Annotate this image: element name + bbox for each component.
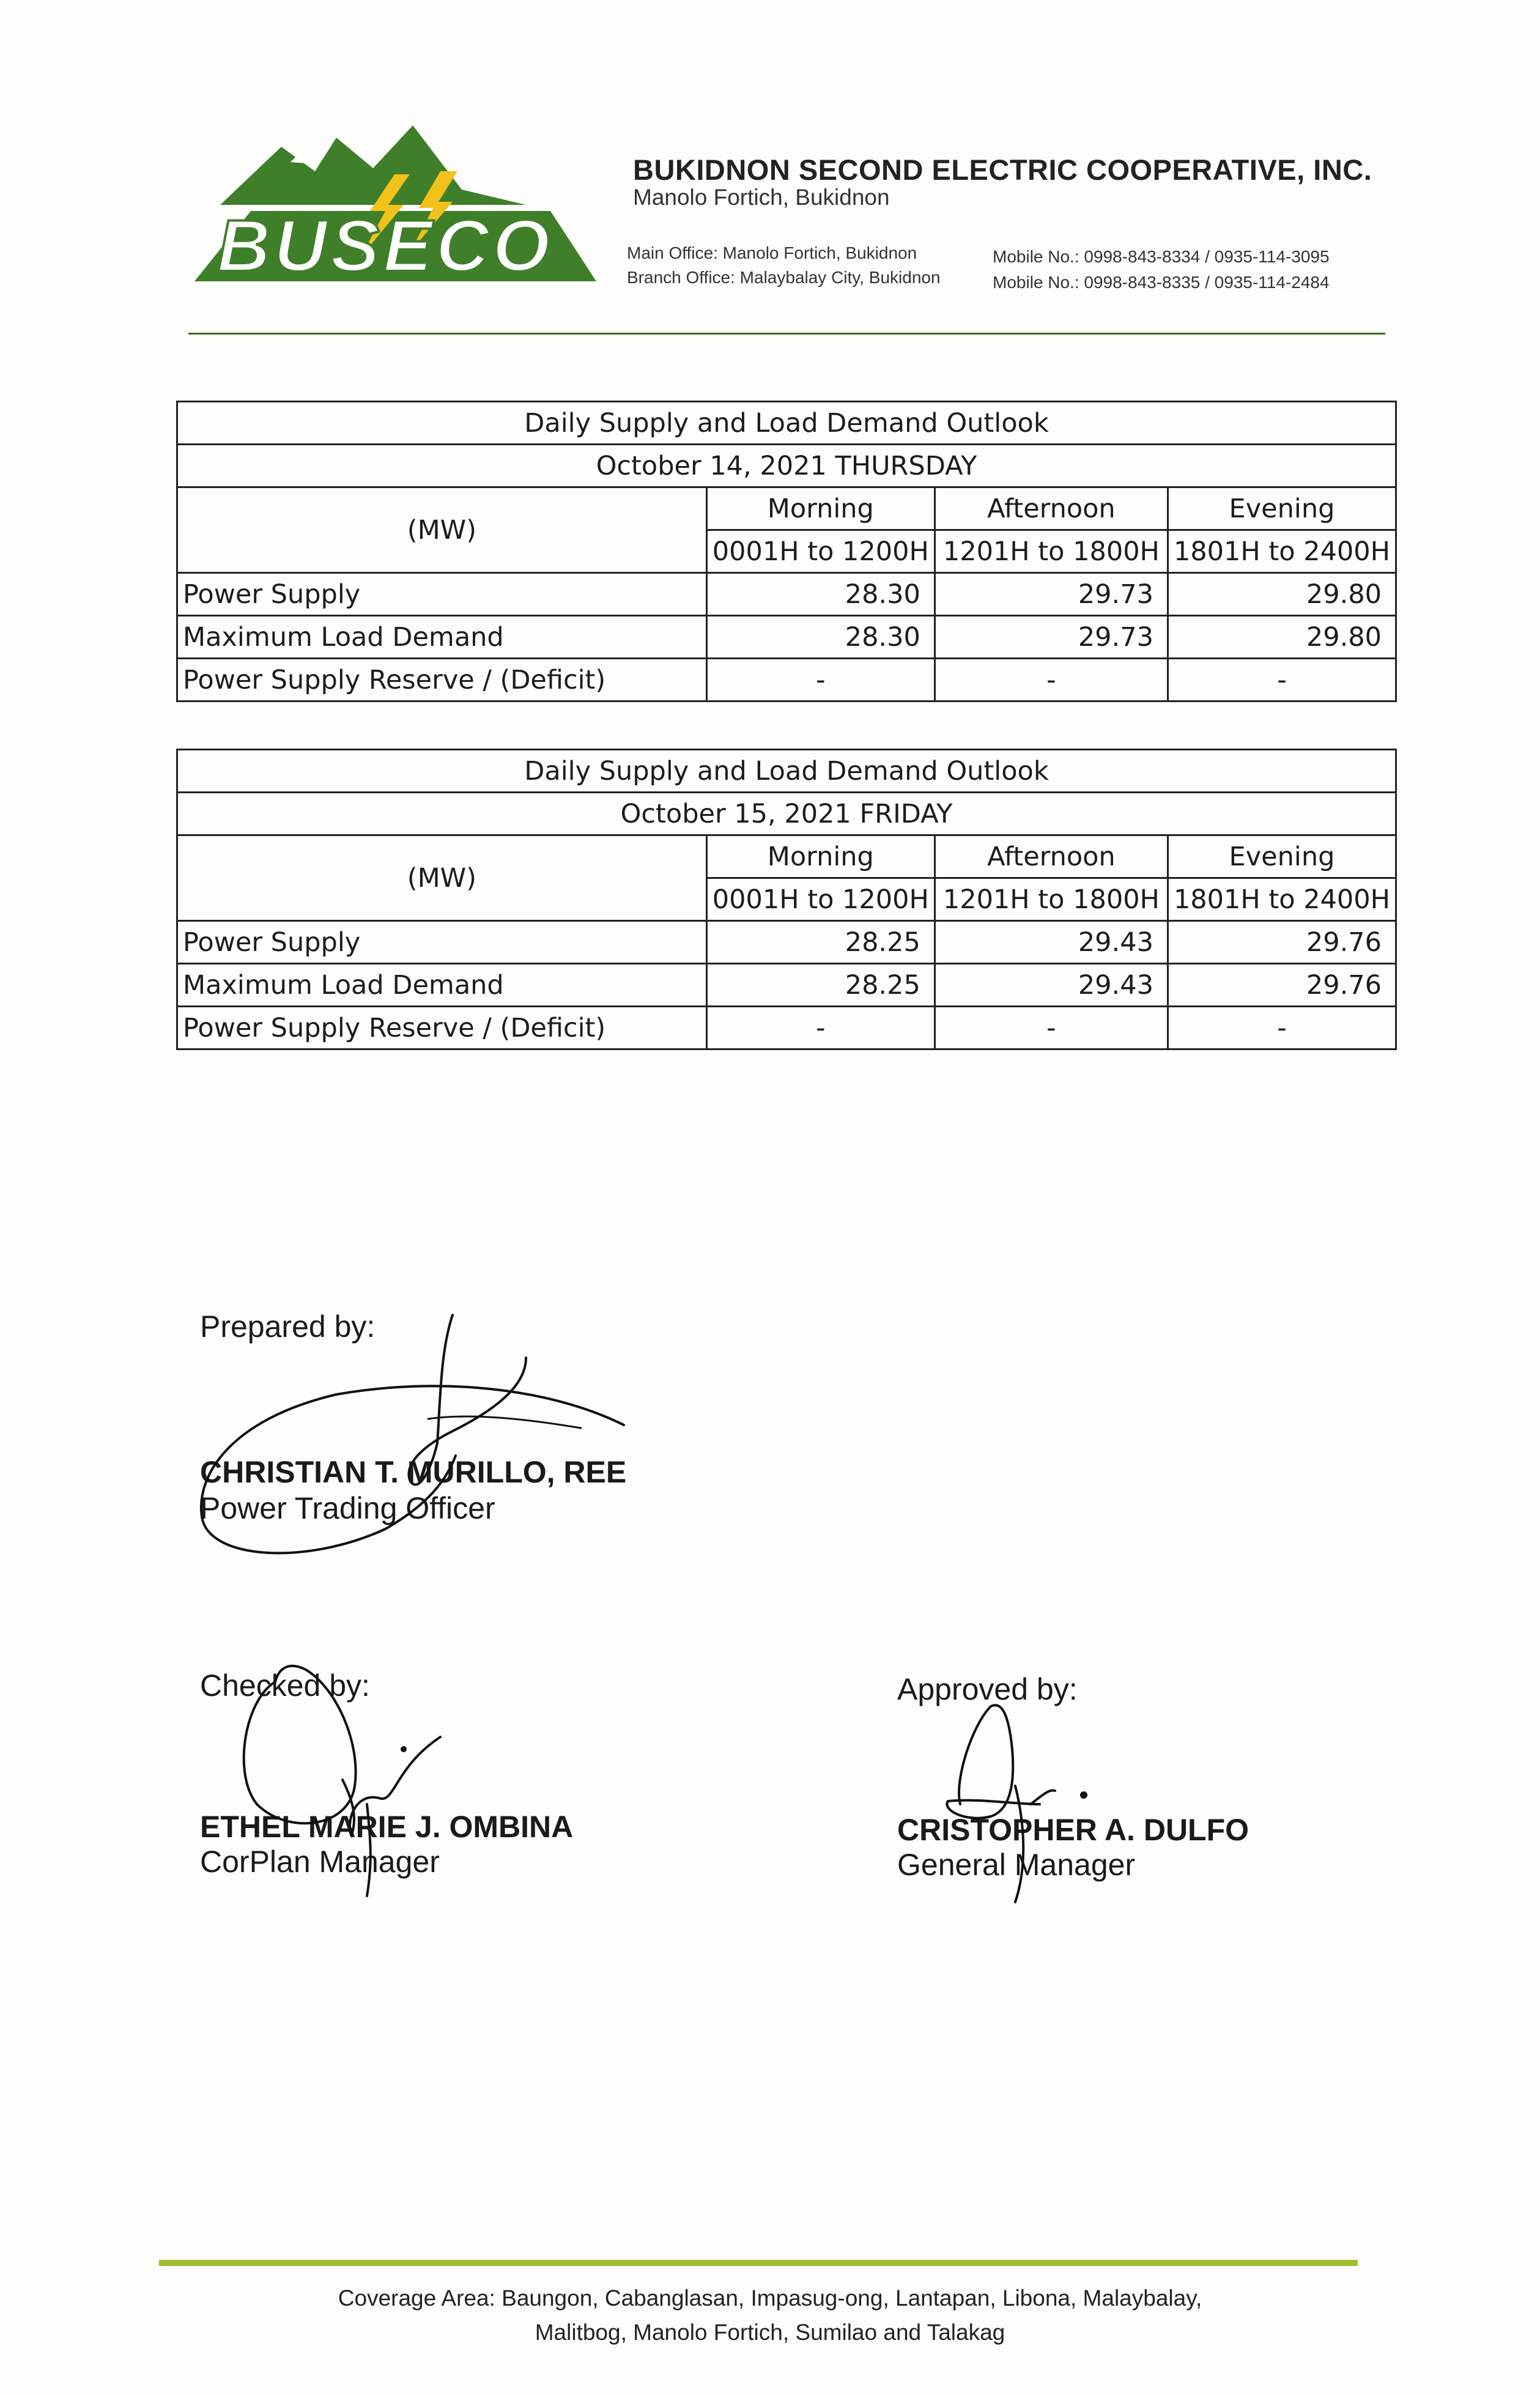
table-date: October 14, 2021 THURSDAY <box>177 445 1396 487</box>
approved-by-name: CRISTOPHER A. DULFO <box>897 1813 1249 1847</box>
approved-by-label: Approved by: <box>897 1672 1078 1706</box>
range-morning: 0001H to 1200H <box>706 530 935 573</box>
cell-value: - <box>1168 659 1396 701</box>
approved-signature <box>917 1664 1138 1920</box>
row-label: Power Supply <box>177 573 707 616</box>
coverage-area-line-2: Malitbog, Manolo Fortich, Sumilao and Talakag <box>535 2320 1005 2345</box>
prepared-by-name: CHRISTIAN T. MURILLO, REE <box>200 1455 627 1489</box>
table-row <box>177 616 1396 659</box>
row-label: Maximum Load Demand <box>177 616 707 659</box>
range-evening: 1801H to 2400H <box>1168 878 1396 921</box>
period-evening: Evening <box>1168 487 1396 530</box>
table-title: Daily Supply and Load Demand Outlook <box>177 402 1396 445</box>
approved-by-title: General Manager <box>897 1848 1136 1882</box>
unit-label: (MW) <box>177 835 707 921</box>
range-evening: 1801H to 2400H <box>1168 530 1396 573</box>
unit-label: (MW) <box>177 487 707 573</box>
prepared-by-title: Power Trading Officer <box>200 1491 495 1525</box>
mobile-branch: Mobile No.: 0998-843-8335 / 0935-114-2484 <box>993 273 1330 292</box>
outlook-table-oct-14 <box>176 401 1397 702</box>
cell-value: - <box>706 1007 935 1049</box>
header-divider <box>188 333 1385 335</box>
period-evening: Evening <box>1168 835 1396 878</box>
cell-value: 28.25 <box>706 964 935 1007</box>
row-label: Maximum Load Demand <box>177 964 707 1007</box>
table-row <box>177 573 1396 616</box>
cell-value: 29.43 <box>935 921 1168 964</box>
cell-value: 29.80 <box>1168 616 1396 659</box>
cell-value: 29.76 <box>1168 964 1396 1007</box>
prepared-signature <box>183 1297 648 1572</box>
table-row <box>177 1007 1396 1049</box>
range-morning: 0001H to 1200H <box>706 878 935 921</box>
row-label: Power Supply Reserve / (Deficit) <box>177 1007 707 1049</box>
cell-value: - <box>1168 1007 1396 1049</box>
table-row <box>177 921 1396 964</box>
row-label: Power Supply <box>177 921 707 964</box>
table-title: Daily Supply and Load Demand Outlook <box>177 750 1396 793</box>
table-row <box>177 964 1396 1007</box>
prepared-by-label: Prepared by: <box>200 1309 376 1344</box>
cell-value: 28.25 <box>706 921 935 964</box>
branch-office: Branch Office: Malaybalay City, Bukidnon <box>627 268 941 287</box>
cell-value: 28.30 <box>706 616 935 659</box>
period-afternoon: Afternoon <box>935 487 1168 530</box>
range-afternoon: 1201H to 1800H <box>935 530 1168 573</box>
main-office: Main Office: Manolo Fortich, Bukidnon <box>627 243 917 262</box>
period-afternoon: Afternoon <box>935 835 1168 878</box>
cell-value: 29.73 <box>935 573 1168 616</box>
coverage-area-line-1: Coverage Area: Baungon, Cabanglasan, Impasug-ong, Lantapan, Libona, Malaybalay, <box>338 2286 1202 2311</box>
table-date: October 15, 2021 FRIDAY <box>177 793 1396 835</box>
cell-value: - <box>706 659 935 701</box>
cell-value: 29.43 <box>935 964 1168 1007</box>
checked-by-name: ETHEL MARIE J. OMBINA <box>200 1810 574 1844</box>
cell-value: 29.73 <box>935 616 1168 659</box>
footer-divider <box>159 2260 1358 2266</box>
mobile-main: Mobile No.: 0998-843-8334 / 0935-114-3095 <box>993 247 1330 266</box>
range-afternoon: 1201H to 1800H <box>935 878 1168 921</box>
cell-value: 29.80 <box>1168 573 1396 616</box>
buseco-logo <box>183 119 599 284</box>
row-label: Power Supply Reserve / (Deficit) <box>177 659 707 701</box>
outlook-table-oct-15 <box>176 749 1397 1050</box>
cell-value: - <box>935 659 1168 701</box>
period-morning: Morning <box>706 487 935 530</box>
org-name: BUKIDNON SECOND ELECTRIC COOPERATIVE, INC. <box>633 154 1372 186</box>
checked-by-title: CorPlan Manager <box>200 1845 440 1879</box>
org-location: Manolo Fortich, Bukidnon <box>633 185 890 210</box>
cell-value: 29.76 <box>1168 921 1396 964</box>
cell-value: - <box>935 1007 1168 1049</box>
logo-text: BUSECO <box>217 205 553 284</box>
period-morning: Morning <box>706 835 935 878</box>
cell-value: 28.30 <box>706 573 935 616</box>
checked-by-label: Checked by: <box>200 1668 370 1703</box>
checked-signature <box>220 1651 477 1908</box>
table-row <box>177 659 1396 701</box>
